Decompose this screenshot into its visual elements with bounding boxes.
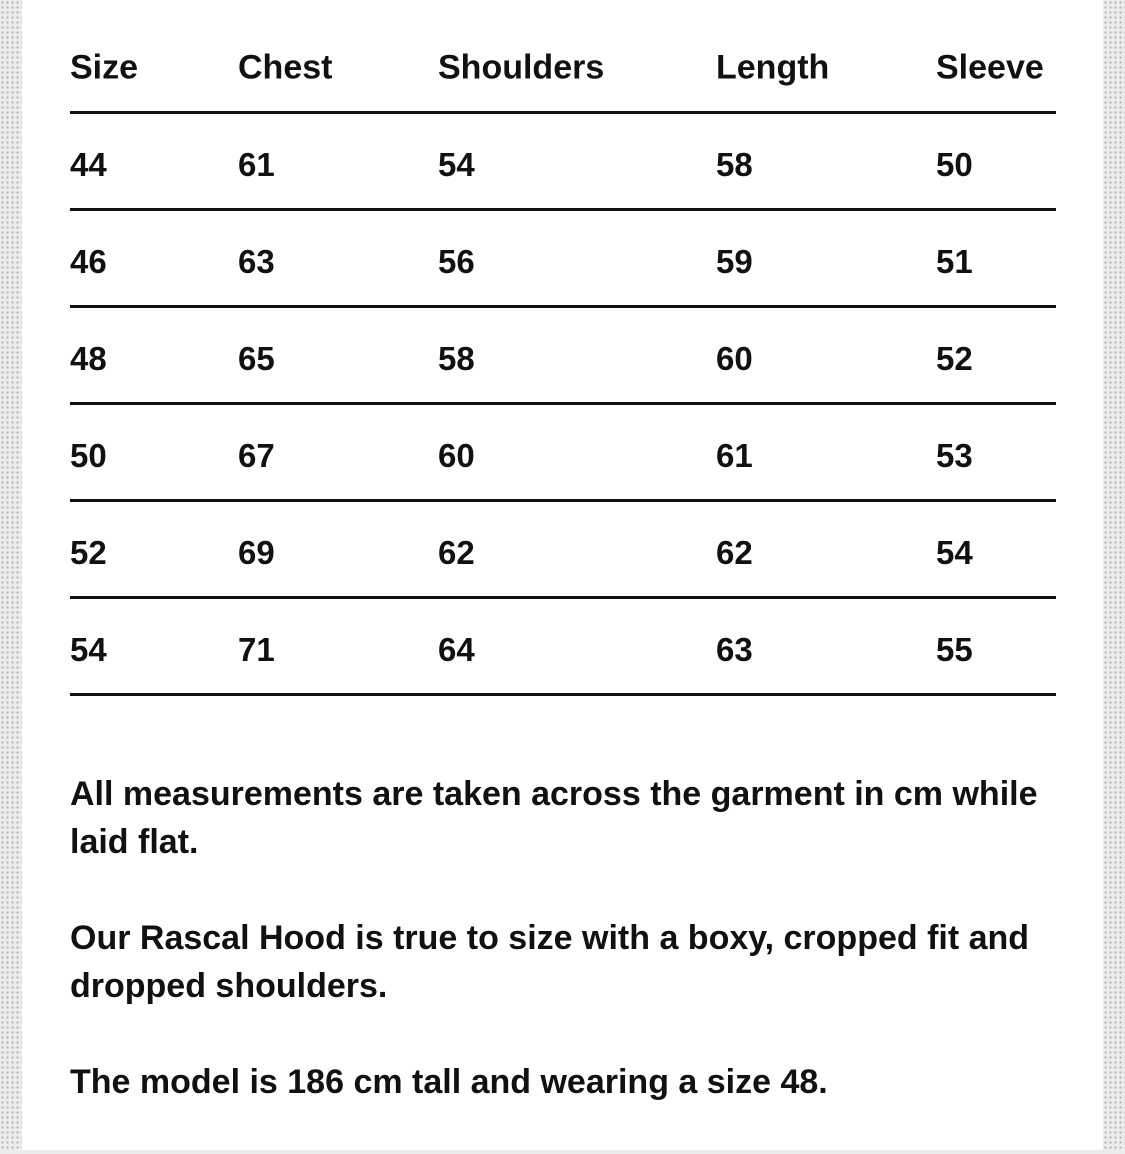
dotted-border-left [0,0,22,1150]
cell-length: 60 [716,340,753,377]
header-shoulders: Shoulders [438,48,605,86]
cell-shoulders: 54 [438,146,475,183]
header-size: Size [70,48,139,86]
cell-size: 48 [70,340,107,377]
model-note: The model is 186 cm tall and wearing a size 48. [70,1063,828,1101]
cell-chest: 71 [238,631,275,668]
table-row [70,502,1056,599]
cell-chest: 67 [238,437,275,474]
cell-sleeve: 54 [936,534,973,571]
cell-length: 63 [716,631,753,668]
cell-shoulders: 58 [438,340,475,377]
dotted-border-right [1103,0,1125,1150]
size-chart-table [70,30,1056,696]
measurement-note: All measurements are taken across the garment in cm while laid flat. [70,775,1038,861]
cell-chest: 69 [238,534,275,571]
header-sleeve: Sleeve [936,48,1044,86]
cell-size: 46 [70,243,107,280]
cell-shoulders: 64 [438,631,475,668]
cell-size: 52 [70,534,107,571]
cell-length: 62 [716,534,753,571]
cell-sleeve: 53 [936,437,973,474]
size-guide-panel [22,0,1103,1150]
cell-chest: 65 [238,340,275,377]
cell-shoulders: 62 [438,534,475,571]
table-row [70,405,1056,502]
cell-sleeve: 51 [936,243,973,280]
cell-size: 54 [70,631,107,668]
cell-chest: 63 [238,243,275,280]
cell-length: 59 [716,243,753,280]
header-chest: Chest [238,48,333,86]
cell-shoulders: 60 [438,437,475,474]
cell-size: 44 [70,146,107,183]
table-row [70,599,1056,696]
header-length: Length [716,48,830,86]
cell-length: 58 [716,146,753,183]
cell-sleeve: 52 [936,340,973,377]
table-row [70,114,1056,211]
table-header-row [70,30,1056,114]
table-row [70,211,1056,308]
table-row [70,308,1056,405]
cell-size: 50 [70,437,107,474]
cell-chest: 61 [238,146,275,183]
fit-note: Our Rascal Hood is true to size with a boxy, cropped fit and dropped shoulders. [70,919,1030,1005]
cell-shoulders: 56 [438,243,475,280]
cell-sleeve: 50 [936,146,973,183]
cell-length: 61 [716,437,753,474]
cell-sleeve: 55 [936,631,973,668]
size-notes [70,770,1060,1154]
